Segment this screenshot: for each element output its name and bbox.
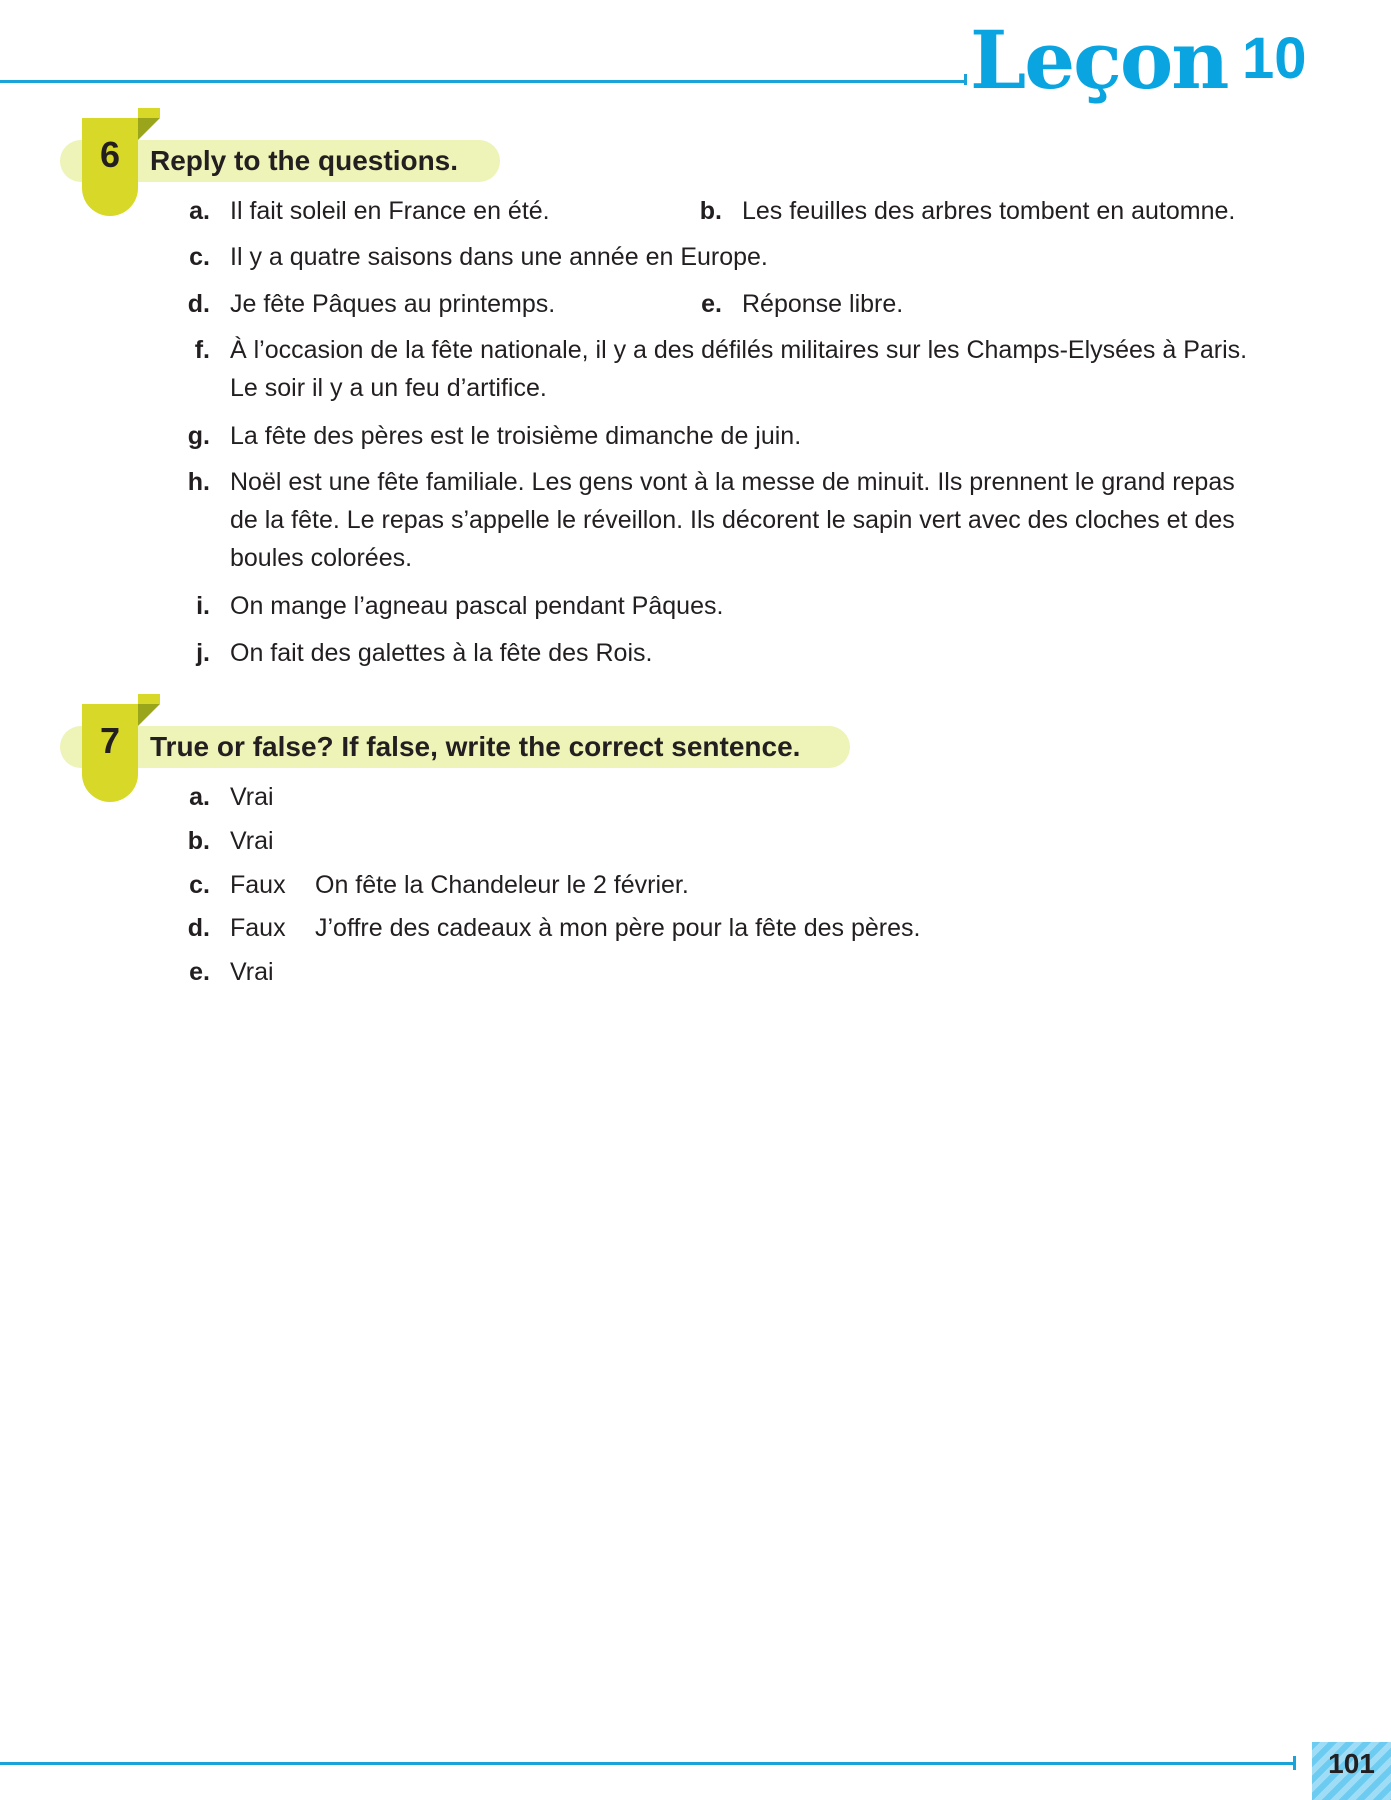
item-label: a.	[189, 197, 210, 225]
item-label: c.	[189, 871, 210, 899]
header-rule	[0, 80, 966, 83]
item-text-line: Le soir il y a un feu d’artifice.	[230, 374, 547, 402]
item-label: g.	[187, 422, 210, 450]
item-text: Il y a quatre saisons dans une année en Europe.	[230, 243, 768, 271]
item-text: La fête des pères est le troisième dimanche de juin.	[230, 422, 802, 450]
item-text: On mange l’agneau pascal pendant Pâques.	[230, 592, 724, 620]
item-text-line: boules colorées.	[230, 544, 413, 572]
item-label: a.	[189, 783, 210, 811]
item-text-line: Noël est une fête familiale. Les gens vont à la messe de minuit. Ils prennent le grand repas	[230, 468, 1235, 496]
item-answer: Vrai	[230, 827, 274, 855]
item-label: i.	[196, 592, 210, 620]
item-label: b.	[699, 197, 722, 225]
item-correction: J’offre des cadeaux à mon père pour la fête des pères.	[315, 914, 921, 942]
item-label: d.	[187, 290, 210, 318]
exercise-6-number: 6	[99, 134, 121, 175]
lesson-number: 10	[1242, 26, 1307, 91]
item-label: c.	[189, 243, 210, 271]
exercise-7-badge-fold	[138, 704, 160, 726]
item-answer: Faux	[230, 871, 286, 899]
item-text: Les feuilles des arbres tombent en automne.	[742, 197, 1236, 225]
item-answer: Vrai	[230, 958, 274, 986]
page-number: 101	[1328, 1748, 1375, 1779]
exercise-6-badge-fold	[138, 118, 160, 140]
item-label: e.	[701, 290, 722, 318]
exercise-7-number: 7	[99, 720, 121, 761]
item-label: d.	[187, 914, 210, 942]
item-label: b.	[187, 827, 210, 855]
exercise-7-badge-tab	[138, 694, 160, 704]
item-text: Je fête Pâques au printemps.	[230, 290, 556, 318]
item-text: Il fait soleil en France en été.	[230, 197, 550, 225]
exercise-6-badge-tab	[138, 108, 160, 118]
header-rule-tick	[964, 74, 967, 85]
lesson-title: Leçon	[970, 13, 1228, 107]
item-label: f.	[194, 336, 210, 364]
exercise-6-title: Reply to the questions.	[150, 145, 459, 176]
item-text: Réponse libre.	[742, 290, 904, 318]
item-label: j.	[196, 639, 210, 667]
item-answer: Faux	[230, 914, 286, 942]
exercise-7-title: True or false? If false, write the correct sentence.	[150, 731, 801, 762]
item-text: On fait des galettes à la fête des Rois.	[230, 639, 653, 667]
footer-rule	[0, 1762, 1296, 1765]
footer-rule-tick	[1293, 1756, 1296, 1770]
item-correction: On fête la Chandeleur le 2 février.	[315, 871, 689, 899]
item-text-line: À l’occasion de la fête nationale, il y a des défilés militaires sur les Champs-Elysées à Paris.	[230, 336, 1248, 364]
item-text-line: de la fête. Le repas s’appelle le réveillon. Ils décorent le sapin vert avec des cloches et des	[230, 506, 1235, 534]
item-label: h.	[187, 468, 210, 496]
item-answer: Vrai	[230, 783, 274, 811]
item-label: e.	[189, 958, 210, 986]
